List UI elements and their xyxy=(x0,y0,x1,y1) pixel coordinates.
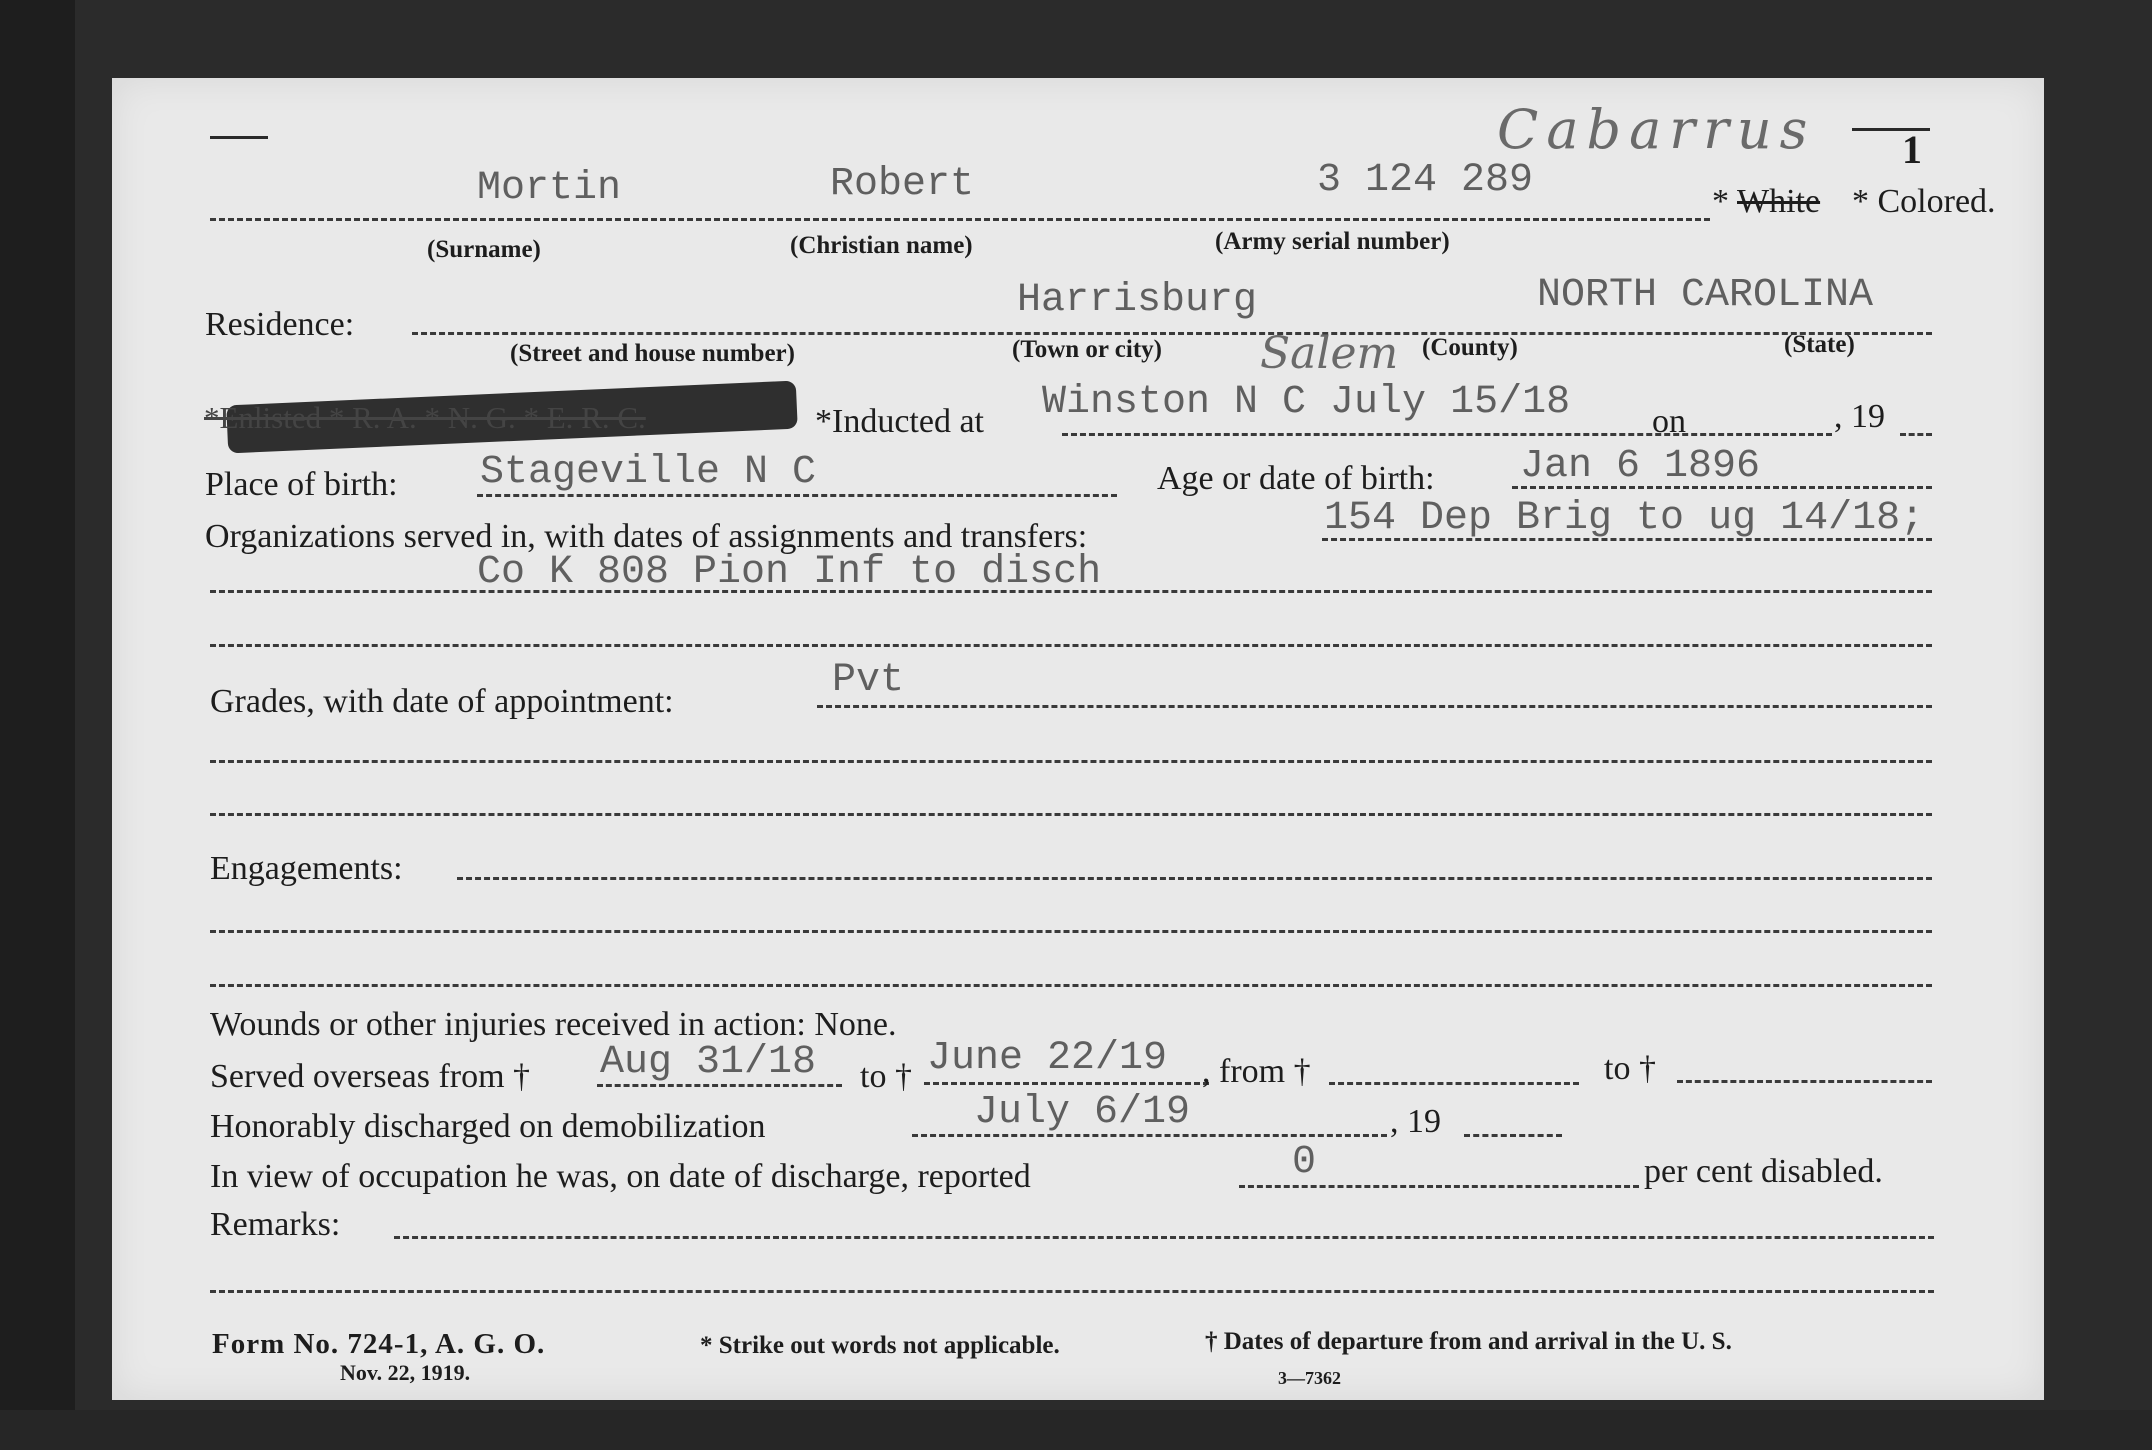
birth-place-line xyxy=(477,494,1117,497)
remarks-line1 xyxy=(394,1236,1934,1239)
discharge-label: Honorably discharged on demobilization xyxy=(210,1108,766,1145)
overseas-label: Served overseas from † xyxy=(210,1058,531,1095)
residence-town-value: Harrisburg xyxy=(1017,278,1258,323)
engagements-line3 xyxy=(210,984,1932,987)
engagements-line2 xyxy=(210,930,1932,933)
remarks-line2 xyxy=(210,1290,1934,1293)
serial-number-value: 3 124 289 xyxy=(1317,158,1534,203)
discharge-line xyxy=(912,1134,1387,1137)
caption-state: (State) xyxy=(1784,331,1855,358)
organizations-label: Organizations served in, with dates of assignments and transfers: xyxy=(205,518,1088,555)
grades-line1 xyxy=(817,705,1932,708)
caption-county: (County) xyxy=(1422,334,1518,361)
race-star: * xyxy=(1712,183,1729,220)
card-number: 1 xyxy=(1902,127,1922,172)
grades-line2 xyxy=(210,760,1932,763)
caption-surname: (Surname) xyxy=(427,236,541,263)
overseas-to-label: to † xyxy=(860,1058,912,1095)
discharge-date-value: July 6/19 xyxy=(974,1090,1191,1135)
disability-label: In view of occupation he was, on date of discharge, reported xyxy=(210,1158,1031,1195)
residence-label: Residence: xyxy=(205,306,355,343)
age-label: Age or date of birth: xyxy=(1157,460,1435,497)
birth-place-label: Place of birth: xyxy=(205,466,398,503)
caption-serial-number: (Army serial number) xyxy=(1215,228,1450,255)
scanner-background-left xyxy=(0,0,75,1450)
remarks-label: Remarks: xyxy=(210,1206,341,1243)
overseas-from-value: Aug 31/18 xyxy=(600,1040,817,1085)
strike-out-note: * Strike out words not applicable. xyxy=(700,1332,1060,1359)
discharge-year-prefix: , 19 xyxy=(1390,1103,1441,1140)
service-record-card xyxy=(112,78,2044,1400)
inducted-place-value: Winston N C July 15/18 xyxy=(1042,380,1571,425)
engagements-label: Engagements: xyxy=(210,850,403,887)
inducted-year-line xyxy=(1900,433,1932,436)
caption-town: (Town or city) xyxy=(1012,336,1162,363)
dates-note: † Dates of departure from and arrival in the U. S. xyxy=(1205,1328,1732,1355)
organizations-line1 xyxy=(1322,538,1932,541)
enlisted-options-struck: *Enlisted * R. A. * N. G. * E. R. C. xyxy=(204,400,646,435)
disability-suffix: per cent disabled. xyxy=(1644,1153,1883,1190)
race-colored: * Colored. xyxy=(1852,183,1996,220)
christian-name-value: Robert xyxy=(830,162,975,207)
from2-line xyxy=(1329,1082,1579,1085)
disability-value: 0 xyxy=(1292,1140,1317,1185)
to2-line xyxy=(1677,1080,1932,1083)
inducted-year-prefix: , 19 xyxy=(1834,398,1885,435)
grades-line3 xyxy=(210,813,1932,816)
to2-label: to † xyxy=(1604,1050,1656,1087)
birth-date-value: Jan 6 1896 xyxy=(1520,444,1761,489)
top-left-dash xyxy=(210,136,268,139)
caption-street: (Street and house number) xyxy=(510,340,795,367)
salem-handwritten: Salem xyxy=(1260,328,1399,379)
inducted-line xyxy=(1062,433,1832,436)
overseas-from-line xyxy=(597,1084,842,1087)
caption-christian-name: (Christian name) xyxy=(790,232,973,259)
disability-line xyxy=(1239,1185,1639,1188)
wounds-label: Wounds or other injuries received in action: None. xyxy=(210,1006,897,1043)
organizations-line2 xyxy=(210,590,1932,593)
residence-line xyxy=(412,332,1932,335)
discharge-year-line xyxy=(1464,1134,1562,1137)
form-number: Form No. 724-1, A. G. O. xyxy=(212,1328,546,1360)
organizations-line2-value: Co K 808 Pion Inf to disch xyxy=(477,550,1102,595)
organizations-line1-value: 154 Dep Brig to ug 14/18; xyxy=(1324,496,1925,541)
residence-state-value: NORTH CAROLINA xyxy=(1537,273,1874,318)
from2-label: , from † xyxy=(1202,1053,1311,1090)
overseas-to-value: June 22/19 xyxy=(927,1036,1168,1081)
grade-value: Pvt xyxy=(832,658,905,703)
birth-place-value: Stageville N C xyxy=(480,450,817,495)
print-code: 3—7362 xyxy=(1278,1368,1341,1388)
birth-date-line xyxy=(1512,486,1932,489)
name-line xyxy=(210,218,1710,221)
county-handwritten: Cabarrus xyxy=(1497,98,1816,161)
overseas-to-line xyxy=(924,1082,1209,1085)
grades-label: Grades, with date of appointment: xyxy=(210,683,674,720)
race-white-struck: White xyxy=(1737,183,1821,220)
form-date: Nov. 22, 1919. xyxy=(340,1360,471,1385)
scanner-background-bottom xyxy=(0,1410,2152,1450)
on-label: on xyxy=(1652,403,1686,440)
surname-value: Mortin xyxy=(477,166,622,211)
organizations-line3 xyxy=(210,644,1932,647)
engagements-line1 xyxy=(457,877,1932,880)
inducted-label: *Inducted at xyxy=(815,403,984,440)
